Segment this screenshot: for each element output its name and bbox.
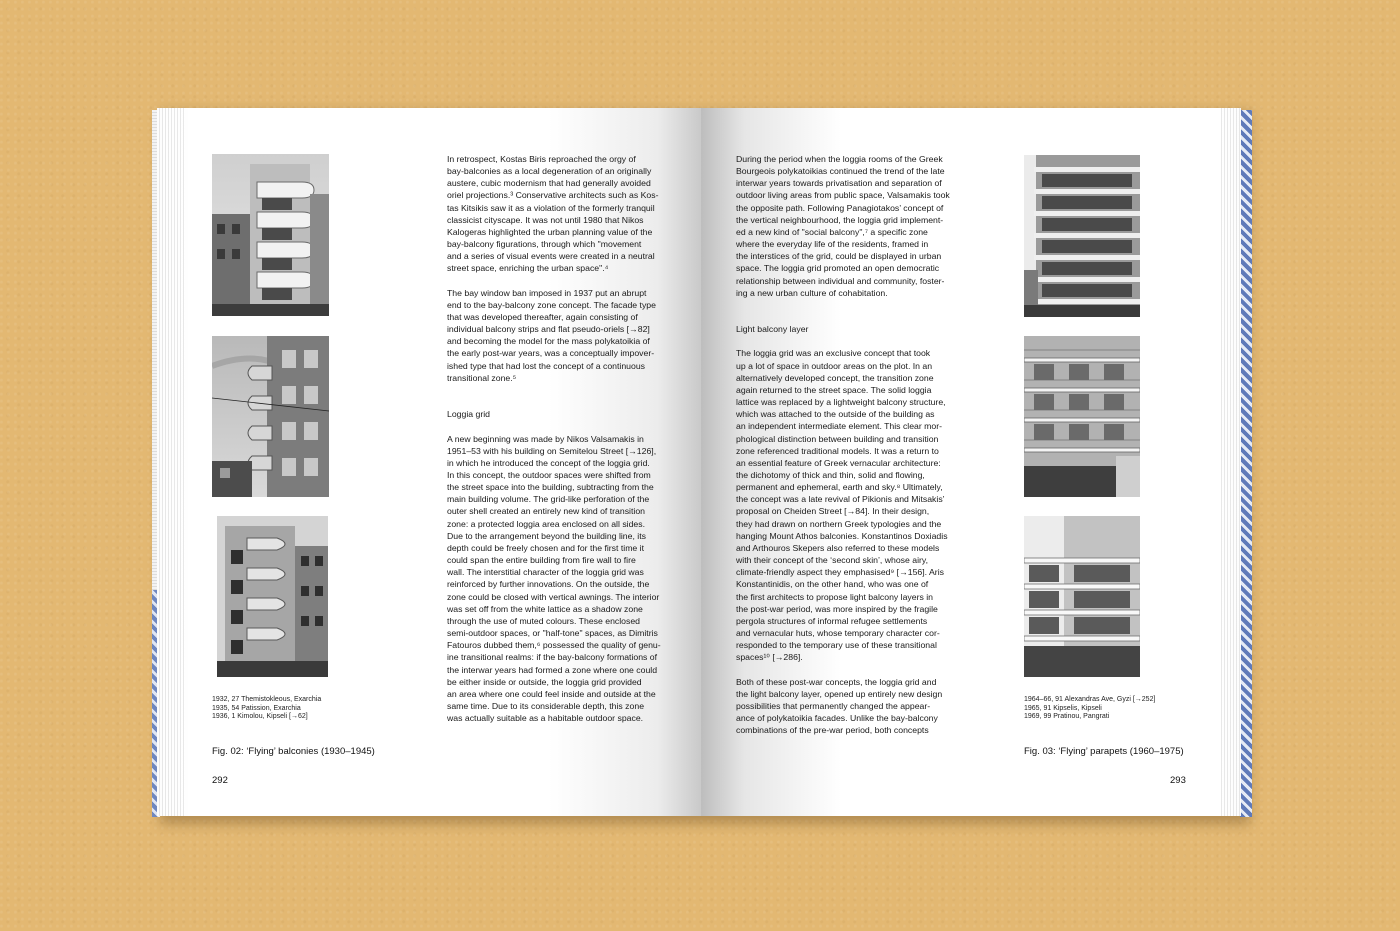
body-text-line: In this concept, the outdoor spaces were shifted from bbox=[447, 470, 651, 480]
body-text-line: bay-balcony figurations, through which "movement bbox=[447, 239, 642, 250]
photo-alexandras-building bbox=[1024, 155, 1140, 317]
body-text-line: and a series of visual events were created in a neutral bbox=[447, 251, 655, 262]
body-text-line: proposal on Cheiden Street [→84]. In their design, bbox=[736, 506, 930, 517]
body-text-line: relationship between individual and community, foster- bbox=[736, 275, 945, 286]
photo-kipselis-building bbox=[1024, 336, 1140, 497]
body-text-line: Konstantinidis, on the other hand, who was one of bbox=[736, 579, 929, 590]
body-text-line bbox=[736, 299, 950, 311]
body-text-line: ed a new kind of "social balcony",⁷ a specific zone bbox=[736, 226, 928, 237]
body-text-line: possibilities that permanently changed the appear- bbox=[736, 700, 931, 711]
left-body-text bbox=[447, 153, 661, 724]
body-text-line: pergola structures of informal refugee settlements bbox=[736, 615, 928, 626]
body-text-line: ing a new urban culture of cohabitation. bbox=[736, 287, 888, 298]
body-text-line: same time. Due to its considerable depth, this zone bbox=[447, 700, 645, 711]
body-text-line: lattice was replaced by a lightweight balcony structure, bbox=[736, 397, 946, 408]
body-text-line: alternatively developed concept, the transition zone bbox=[736, 372, 934, 383]
body-text-line: outdoor living areas from public space, Valsamakis took bbox=[736, 190, 950, 201]
body-text-line: they had drawn on northern Greek typologies and the bbox=[736, 518, 942, 529]
body-text-line: climate-friendly aspect they emphasised⁹ [→156]. Aris bbox=[736, 567, 944, 578]
body-text-line bbox=[447, 384, 661, 396]
photo-patission-building bbox=[212, 336, 329, 497]
body-text-line: could span the entire building from fire wall to fire bbox=[447, 555, 636, 566]
body-text-line: tas Kitsikis saw it as a violation of the formerly tranquil bbox=[447, 202, 655, 213]
right-page bbox=[701, 108, 1241, 816]
body-text-line: an essential feature of Greek vernacular architecture: bbox=[736, 457, 941, 468]
body-text-line: that was developed thereafter, again consisting of bbox=[447, 312, 638, 323]
body-text-line: transitional zone.⁵ bbox=[447, 372, 517, 383]
caption-line: 1936, 1 Kimolou, Kipseli [→62] bbox=[212, 713, 308, 720]
caption-line: 1935, 54 Patission, Exarchia bbox=[212, 704, 301, 712]
body-text-line: and Arthouros Skepers also referred to these models bbox=[736, 542, 940, 553]
body-text-line: in which he introduced the concept of the loggia grid. bbox=[447, 457, 650, 468]
body-text-line: up a lot of space in outdoor areas on the plot. In an bbox=[736, 360, 933, 371]
body-text-line: Kalogeras highlighted the urban planning value of the bbox=[447, 226, 653, 237]
body-text-line: In retrospect, Kostas Biris reproached the orgy of bbox=[447, 154, 636, 164]
body-text-line: which was attached to the outside of the building as bbox=[736, 409, 935, 420]
body-text-line: permanent and ephemeral, earth and sky.⁸ Ultimately, bbox=[736, 482, 943, 493]
right-body-text bbox=[736, 153, 950, 736]
body-text-line: space. The loggia grid promoted an open democratic bbox=[736, 263, 940, 274]
body-text-line bbox=[736, 311, 950, 323]
body-text-line: the opposite path. Following Panagiotakos’ concept of bbox=[736, 202, 944, 213]
body-text-line: ished type that had lost the concept of a continuous bbox=[447, 360, 646, 371]
body-text-line: wall. The interstitial character of the loggia grid was bbox=[447, 567, 644, 578]
body-text-line: was actually suitable as a habitable outdoor space. bbox=[447, 713, 644, 724]
left-page bbox=[157, 108, 701, 816]
body-text-line: phological distinction between building and transition bbox=[736, 433, 939, 444]
body-text-line: responded to the temporary use of these transitional bbox=[736, 640, 937, 651]
body-text-line: the light balcony layer, opened up entirely new design bbox=[736, 688, 943, 699]
right-photo-captions bbox=[1024, 696, 1155, 722]
body-text-line: ine transitional realms: if the bay-balcony formations of bbox=[447, 652, 658, 663]
body-text-line: Fatouros dubbed them,⁶ possessed the quality of genu- bbox=[447, 640, 661, 651]
body-text-line: the post-war period, was more inspired by the fragile bbox=[736, 603, 938, 614]
body-text-line: Both of these post-war concepts, the loggia grid and bbox=[736, 676, 937, 687]
body-text-line: The loggia grid was an exclusive concept that took bbox=[736, 348, 931, 359]
page-number-left: 292 bbox=[212, 775, 228, 786]
body-text-line: Light balcony layer bbox=[736, 324, 809, 335]
book-page-edge-right bbox=[1240, 110, 1252, 817]
body-text-line: was set off from the white lattice as a shadow zone bbox=[447, 603, 643, 614]
body-text-line: outer shell created an entirely new kind of transition bbox=[447, 506, 645, 517]
body-text-line bbox=[447, 396, 661, 408]
body-text-line bbox=[447, 275, 661, 287]
body-text-line: reinforced by further innovations. On the outside, the bbox=[447, 579, 650, 590]
body-text-line: the street space into the building, subtracting from the bbox=[447, 482, 654, 493]
body-text-line: main building volume. The grid-like perforation of the bbox=[447, 494, 650, 505]
body-text-line: where the everyday life of the residents, framed in bbox=[736, 239, 929, 250]
caption-line: 1964–66, 91 Alexandras Ave, Gyzi [→252] bbox=[1024, 696, 1156, 703]
body-text-line: the concept was a late revival of Pikionis and Mitsakis’ bbox=[736, 494, 945, 505]
photo-pratinou-building bbox=[1024, 516, 1140, 677]
body-text-line: oriel projections.³ Conservative architects such as Kos- bbox=[447, 190, 659, 201]
left-photo-captions bbox=[212, 696, 321, 722]
body-text-line: ance of polykatoikia facades. Unlike the bay-balcony bbox=[736, 713, 938, 724]
body-text-line: austere, cubic modernism that had generally avoided bbox=[447, 178, 651, 189]
body-text-line: zone: a protected loggia area enclosed on all sides. bbox=[447, 518, 646, 529]
body-text-line: 1951–53 with his building on Semitelou Street [→126], bbox=[447, 445, 657, 456]
caption-line: 1969, 99 Pratinou, Pangrati bbox=[1024, 713, 1110, 720]
page-number-right: 293 bbox=[1170, 775, 1186, 786]
body-text-line: the first architects to propose light balcony layers in bbox=[736, 591, 934, 602]
body-text-line bbox=[447, 420, 661, 432]
body-text-line: the dichotomy of thick and thin, solid and flowing, bbox=[736, 470, 925, 481]
body-text-line: through the use of muted colours. These enclosed bbox=[447, 615, 641, 626]
body-text-line: interwar years towards privatisation and separation of bbox=[736, 178, 942, 189]
body-text-line: an independent intermediate element. This clear mor- bbox=[736, 421, 943, 432]
body-text-line bbox=[736, 335, 950, 347]
body-text-line: combinations of the pre-war period, both concepts bbox=[736, 725, 929, 736]
body-text-line: the early post-war years, was a conceptually impover- bbox=[447, 348, 655, 359]
body-text-line: end to the bay-balcony zone concept. The facade type bbox=[447, 299, 656, 310]
caption-line: 1965, 91 Kipselis, Kipseli bbox=[1024, 704, 1102, 712]
body-text-line: Due to the arrangement beyond the building line, its bbox=[447, 530, 646, 541]
body-text-line: and becoming the model for the mass polykatoikia of bbox=[447, 336, 650, 347]
body-text-line: classicist cityscape. It was not until 1980 that Nikos bbox=[447, 214, 644, 225]
body-text-line: the interwar years had formed a zone where one could bbox=[447, 664, 658, 675]
photo-themistokleous-building bbox=[212, 154, 329, 316]
figure-title-left: Fig. 02: ‘Flying’ balconies (1930–1945) bbox=[212, 746, 375, 757]
body-text-line: and vernacular huts, whose temporary character cor- bbox=[736, 628, 940, 639]
photo-kimolou-building bbox=[217, 516, 328, 677]
body-text-line: the interstices of the grid, could be displayed in urban bbox=[736, 251, 942, 262]
body-text-line: zone referenced traditional models. It was a return to bbox=[736, 445, 939, 456]
body-text-line: The bay window ban imposed in 1937 put an abrupt bbox=[447, 287, 647, 298]
body-text-line: be either inside or outside, the loggia grid provided bbox=[447, 676, 642, 687]
body-text-line: semi-outdoor spaces, or "half-tone" spaces, as Dimitris bbox=[447, 628, 658, 639]
body-text-line: an area where one could feel inside and outside at the bbox=[447, 688, 656, 699]
body-text-line: again returned to the street space. The solid loggia bbox=[736, 384, 932, 395]
body-text-line: zone could be closed with vertical awnings. The interior bbox=[447, 591, 660, 602]
body-text-line: the vertical neighbourhood, the loggia grid implement- bbox=[736, 214, 944, 225]
body-text-line: bay-balconies as a local degeneration of an originally bbox=[447, 166, 652, 177]
body-text-line bbox=[736, 664, 950, 676]
body-text-line: with their concept of the ‘second skin’, whose airy, bbox=[736, 555, 929, 566]
body-text-line: spaces¹⁰ [→286]. bbox=[736, 652, 803, 663]
body-text-line: Loggia grid bbox=[447, 409, 490, 420]
body-text-line: A new beginning was made by Nikos Valsamakis in bbox=[447, 433, 644, 444]
body-text-line: street space, enriching the urban space".⁴ bbox=[447, 263, 609, 274]
body-text-line: depth could be freely chosen and for the first time it bbox=[447, 542, 645, 553]
body-text-line: Bourgeois polykatoikias continued the trend of the late bbox=[736, 166, 945, 177]
body-text-line: hanging Mount Athos balconies. Konstantinos Doxiadis bbox=[736, 530, 948, 541]
figure-title-right: Fig. 03: ‘Flying’ parapets (1960–1975) bbox=[1024, 746, 1184, 757]
caption-line: 1932, 27 Themistokleous, Exarchia bbox=[212, 696, 322, 703]
body-text-line: individual balcony strips and flat pseudo-oriels [→82] bbox=[447, 324, 650, 335]
body-text-line: During the period when the loggia rooms of the Greek bbox=[736, 154, 943, 164]
